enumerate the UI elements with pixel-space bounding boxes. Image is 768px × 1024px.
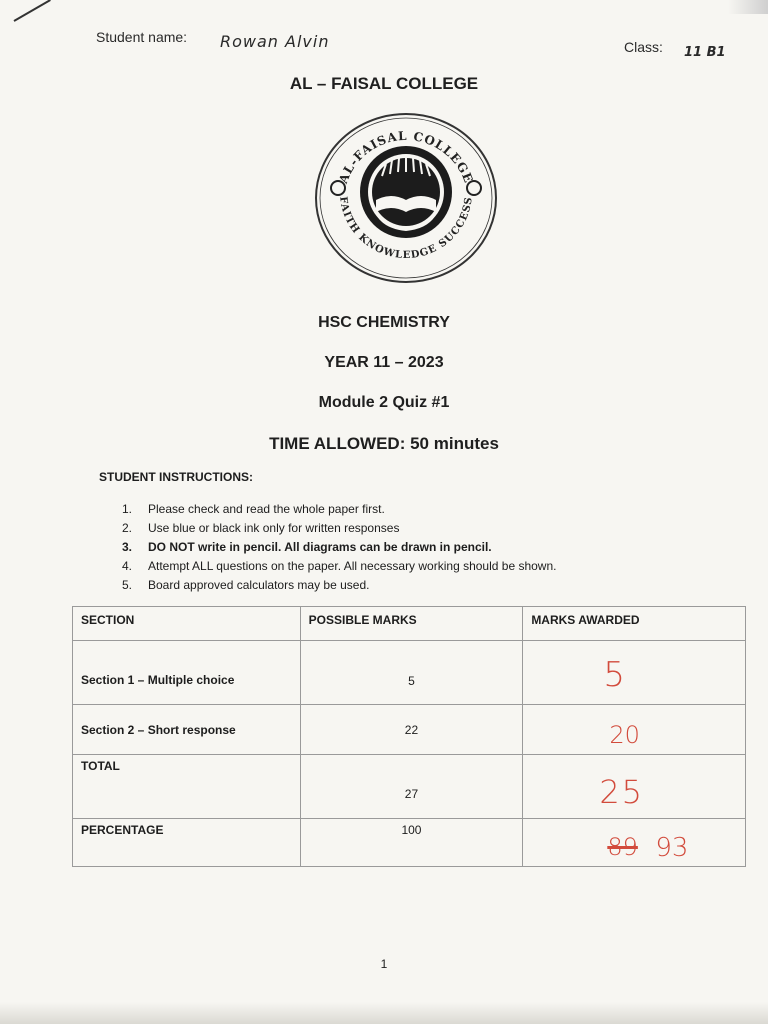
instruction-item: 1. Please check and read the whole paper first.: [122, 502, 385, 516]
table-row: [73, 819, 746, 867]
possible-cell: 27: [300, 755, 523, 819]
header-section: SECTION: [73, 607, 301, 641]
page-bottom-shadow: [0, 1002, 768, 1024]
subject-title: HSC CHEMISTRY: [318, 314, 450, 331]
student-name-label: Student name:: [96, 29, 188, 45]
page-number: 1: [380, 957, 388, 971]
pen-mark: [14, 0, 51, 22]
section-cell: Section 2 – Short response: [73, 705, 301, 755]
college-seal-logo: [314, 112, 498, 284]
possible-cell: 100: [300, 819, 523, 867]
awarded-cell: 89 93: [523, 819, 746, 867]
awarded-cell: 5: [523, 641, 746, 705]
possible-cell: 5: [300, 641, 523, 705]
awarded-cell: 25: [523, 755, 746, 819]
section-cell: PERCENTAGE: [73, 819, 301, 867]
quiz-title: Module 2 Quiz #1: [318, 394, 450, 411]
seal-top-text: AL-FAISAL COLLEGE: [336, 128, 476, 186]
instruction-item: 3. DO NOT write in pencil. All diagrams can be drawn in pencil.: [122, 540, 492, 554]
instructions-list: [122, 500, 556, 595]
instruction-item: 5. Board approved calculators may be used.: [122, 578, 370, 592]
table-row: [73, 641, 746, 705]
awarded-cell: 20: [523, 705, 746, 755]
page-corner-shadow: [728, 0, 768, 14]
crossed-out-score: 89: [607, 833, 638, 861]
time-allowed: TIME ALLOWED: 50 minutes: [269, 434, 499, 453]
marks-table: [72, 606, 746, 867]
seal-bottom-text: FAITH KNOWLEDGE SUCCESS: [337, 195, 475, 262]
college-name: AL – FAISAL COLLEGE: [289, 74, 479, 93]
possible-cell: 22: [300, 705, 523, 755]
section-cell: Section 1 – Multiple choice: [73, 641, 301, 705]
header-possible-marks: POSSIBLE MARKS: [300, 607, 523, 641]
header-marks-awarded: MARKS AWARDED: [523, 607, 746, 641]
section-cell: TOTAL: [73, 755, 301, 819]
table-row: [73, 705, 746, 755]
year-title: YEAR 11 – 2023: [324, 354, 444, 371]
instruction-item: 2. Use blue or black ink only for written responses: [122, 521, 400, 535]
class-label: Class:: [624, 39, 663, 55]
instruction-item: 4. Attempt ALL questions on the paper. All necessary working should be shown.: [122, 559, 557, 573]
class-value: 11 B1: [684, 45, 726, 60]
table-row: [73, 755, 746, 819]
instructions-title: STUDENT INSTRUCTIONS:: [99, 470, 253, 484]
table-header-row: [73, 607, 746, 641]
student-name-value: Rowan Alvin: [220, 32, 330, 51]
